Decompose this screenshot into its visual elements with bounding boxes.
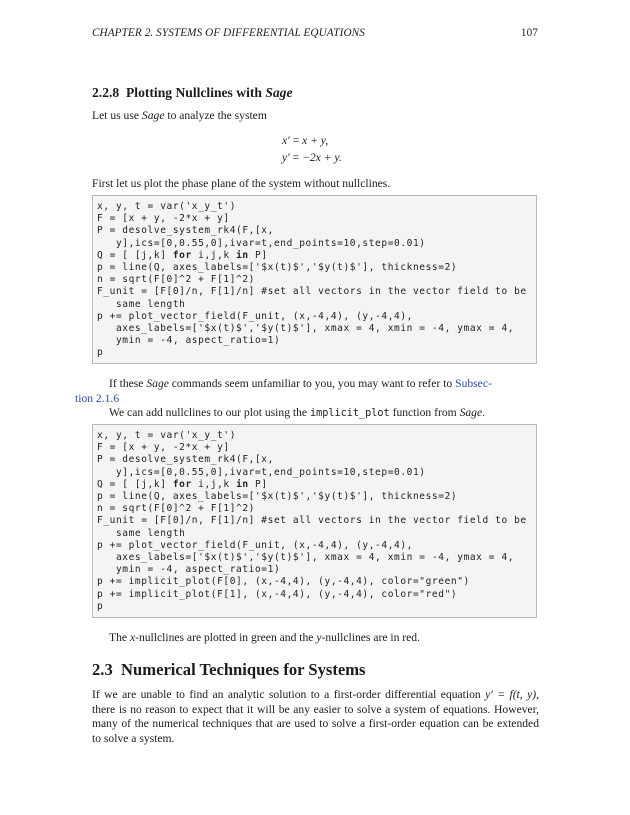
subsection-heading <box>92 85 293 101</box>
subsection-title-sage: Sage <box>265 85 293 100</box>
code-line: p = line(Q, axes_labels=['$x(t)$','$y(t)$'], thickness=2) <box>97 491 458 503</box>
eq2-lhs: y′ <box>282 151 290 164</box>
unfamiliar-sage: Sage <box>146 377 169 390</box>
intro-sage: Sage <box>141 109 165 122</box>
code-line: p <box>97 600 104 612</box>
numerical-text: If we are unable to find an analytic solution to a first-order differential equation <box>92 688 486 701</box>
running-header <box>92 27 538 41</box>
nullclines-text-end: -nullclines are in red. <box>321 631 421 644</box>
intro-text-end: to analyze the system <box>164 109 267 122</box>
code-line: F_unit = [F[0]/n, F[1]/n] #set all vectors in the vector field to be <box>97 515 527 527</box>
code-line: n = sqrt(F[0]^2 + F[1]^2) <box>97 274 255 286</box>
var-x: x <box>129 631 136 644</box>
phase-plane-intro: First let us plot the phase plane of the system without nullclines. <box>92 177 391 190</box>
code-line: p <box>97 347 104 359</box>
code-line: n = sqrt(F[0]^2 + F[1]^2) <box>97 503 255 515</box>
numerical-paragraph <box>92 688 539 746</box>
nullclines-color-paragraph <box>92 630 539 645</box>
section-heading <box>92 660 366 680</box>
code-line: same length <box>97 298 186 310</box>
var-y: y <box>316 631 322 644</box>
eq1-op: = <box>289 134 303 147</box>
eq1-rhs: x + y, <box>302 134 329 147</box>
unfamiliar-paragraph <box>75 376 539 406</box>
code-block-1 <box>92 195 537 364</box>
code-line: F_unit = [F[0]/n, F[1]/n] #set all vectors in the vector field to be <box>97 286 527 298</box>
intro-text: Let us use <box>92 109 142 122</box>
code-line: ymin = -4, aspect_ratio=1) <box>97 564 281 576</box>
intro-paragraph <box>92 108 539 123</box>
code-line: Q = [ [j,k] for i,j,k in P] <box>97 478 268 490</box>
add-nullclines-paragraph <box>92 405 539 421</box>
code-line: P = desolve_system_rk4(F,[x, <box>97 225 274 237</box>
code-line: F = [x + y, -2*x + y] <box>97 442 230 454</box>
add-sage: Sage <box>459 406 483 419</box>
code-line: same length <box>97 527 186 539</box>
add-text-mid: function from <box>389 406 460 419</box>
eq2-op: = <box>289 151 303 164</box>
subsection-link[interactable]: Subsec- <box>455 377 492 390</box>
subsection-number: 2.2.8 <box>92 85 120 100</box>
equation-1 <box>282 133 328 149</box>
unfamiliar-text: If these <box>109 377 147 390</box>
section-title: Numerical Techniques for Systems <box>121 660 366 679</box>
code-block-2 <box>92 424 537 618</box>
chapter-title: CHAPTER 2. SYSTEMS OF DIFFERENTIAL EQUATIONS <box>92 27 365 39</box>
subsection-link-cont[interactable]: tion 2.1.6 <box>75 392 120 405</box>
section-number: 2.3 <box>92 660 113 679</box>
code-line: Q = [ [j,k] for i,j,k in P] <box>97 249 268 261</box>
code-line: ymin = -4, aspect_ratio=1) <box>97 335 281 347</box>
subsection-title: Plotting Nullclines with <box>125 85 266 100</box>
code-line: x, y, t = var('x_y_t') <box>97 430 237 441</box>
unfamiliar-text-mid: commands seem unfamiliar to you, you may want to refer to <box>168 377 456 390</box>
eq1-lhs: x′ <box>282 134 290 147</box>
numerical-text-rest: there is no reason to expect that it will be any easier to solve a system of equations. However, many of the numerical techniques that are used to solve a first-order equation can be extended to solve a system. <box>92 702 539 745</box>
code-line: p += implicit_plot(F[1], (x,-4,4), (y,-4,4), color="red") <box>97 588 458 600</box>
nullclines-text-mid: -nullclines are plotted in green and the <box>135 631 317 644</box>
code-line: axes_labels=['$x(t)$','$y(t)$'], xmax = 4, xmin = -4, ymax = 4, <box>97 323 515 335</box>
code-line: P = desolve_system_rk4(F,[x, <box>97 454 274 466</box>
code-line: y],ics=[0,0.55,0],ivar=t,end_points=10,step=0.01) <box>97 466 426 478</box>
code-line: p += plot_vector_field(F_unit, (x,-4,4), (y,-4,4), <box>97 310 413 322</box>
code-line: x, y, t = var('x_y_t') <box>97 201 237 212</box>
code-line: y],ics=[0,0.55,0],ivar=t,end_points=10,step=0.01) <box>97 237 426 249</box>
add-text: We can add nullclines to our plot using the <box>109 406 310 419</box>
code-line: F = [x + y, -2*x + y] <box>97 213 230 225</box>
page-number: 107 <box>520 27 538 39</box>
ode-expression: y′ = f(t, y), <box>485 688 539 701</box>
nullclines-text: The <box>109 631 130 644</box>
code-line: axes_labels=['$x(t)$','$y(t)$'], xmax = 4, xmin = -4, ymax = 4, <box>97 552 515 564</box>
code-line: p += plot_vector_field(F_unit, (x,-4,4), (y,-4,4), <box>97 539 413 551</box>
implicit-plot-code: implicit_plot <box>309 408 390 419</box>
code-line: p = line(Q, axes_labels=['$x(t)$','$y(t)$'], thickness=2) <box>97 262 458 274</box>
add-text-end: . <box>482 406 486 419</box>
equation-2 <box>282 150 342 166</box>
eq2-rhs: −2x + y. <box>302 151 342 164</box>
code-line: p += implicit_plot(F[0], (x,-4,4), (y,-4,4), color="green") <box>97 576 470 588</box>
